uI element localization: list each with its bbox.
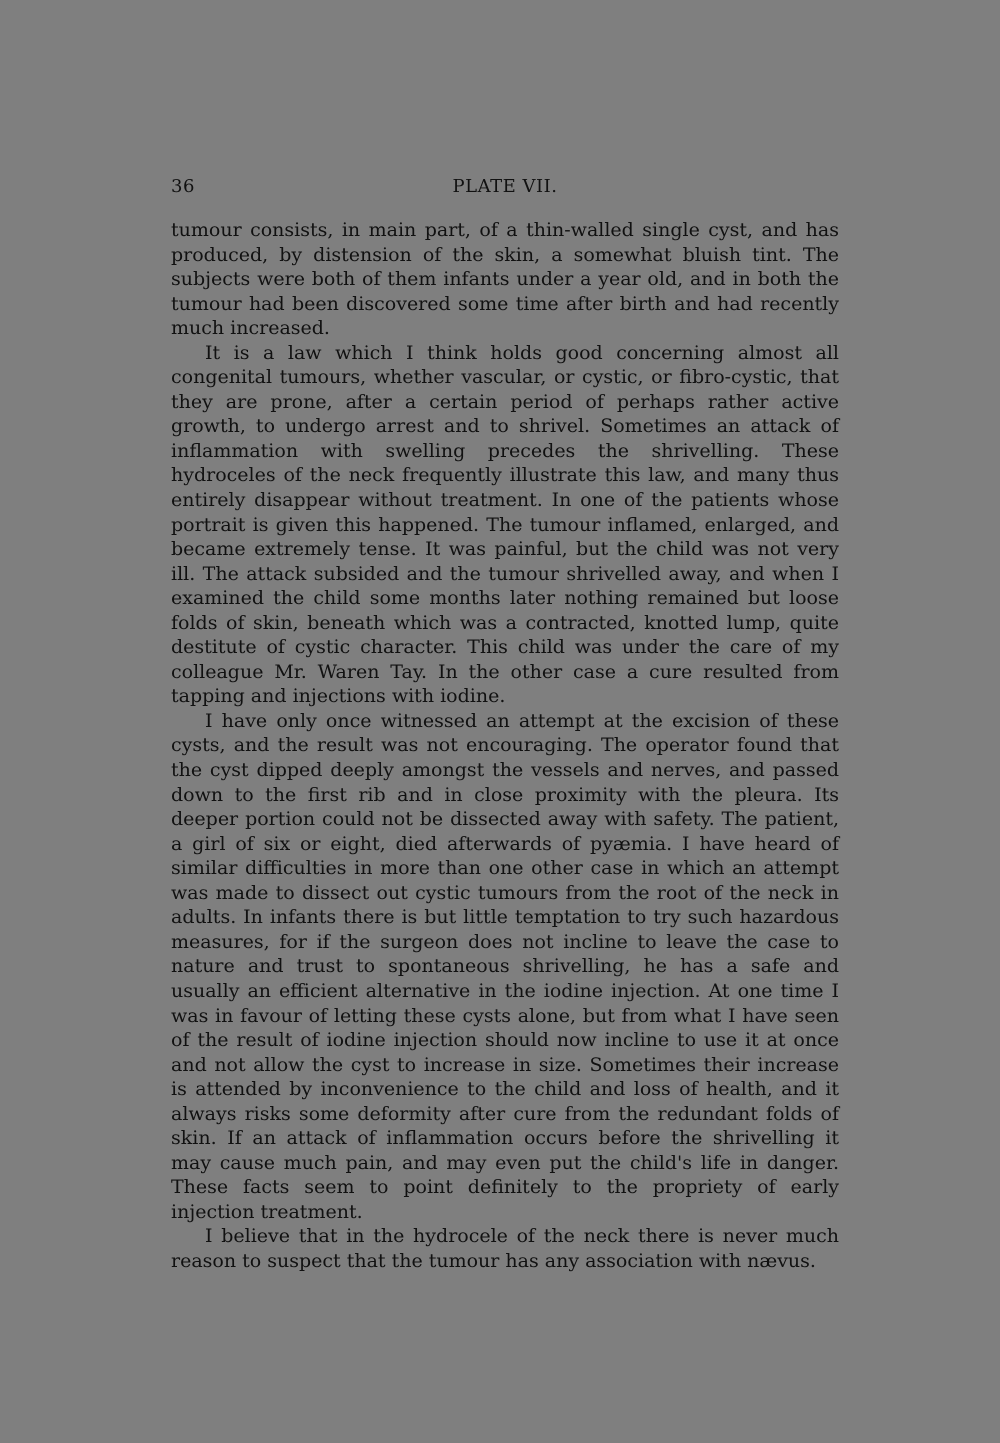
- paragraph-congenital-tumours-law: It is a law which I think holds good concerning almost all congenital tumours, whether vascular, or cystic, or fibro-cystic, that they are prone, after a certain period of perhaps rather active growth, to undergo arrest and to shrivel. Sometimes an attack of inflammation with swelling precedes the shrivelling. These hydroceles of the neck frequently illustrate this law, and many thus entirely disappear without treatment. In one of the patients whose portrait is given this happened. The tumour inflamed, enlarged, and became extremely tense. It was painful, but the child was not very ill. The attack subsided and the tumour shrivelled away, and when I examined the child some months later nothing remained but loose folds of skin, beneath which was a contracted, knotted lump, quite destitute of cystic character. This child was under the care of my colleague Mr. Waren Tay. In the other case a cure resulted from tapping and injections with iodine.: [171, 341, 839, 708]
- running-head: PLATE VII.: [452, 176, 558, 197]
- page-number: 36: [171, 176, 195, 197]
- page-header: [171, 176, 839, 200]
- body-text: [171, 218, 839, 1274]
- paragraph-continuation: tumour consists, in main part, of a thin-walled single cyst, and has produced, by distension of the skin, a somewhat bluish tint. The subjects were both of them infants under a year old, and in both the tumour had been discovered some time after birth and had recently much increased.: [171, 219, 839, 340]
- paragraph-naevus-association: I believe that in the hydrocele of the neck there is never much reason to suspect that the tumour has any association with nævus.: [171, 1225, 839, 1272]
- paragraph-excision-attempt: I have only once witnessed an attempt at the excision of these cysts, and the result was not encouraging. The operator found that the cyst dipped deeply amongst the vessels and nerves, and passed down to the first rib and in close proximity with the pleura. Its deeper portion could not be dissected away with safety. The patient, a girl of six or eight, died afterwards of pyæmia. I have heard of similar difficulties in more than one other case in which an attempt was made to dissect out cystic tumours from the root of the neck in adults. In infants there is but little temptation to try such hazardous measures, for if the surgeon does not incline to leave the case to nature and trust to spontaneous shrivelling, he has a safe and usually an efficient alternative in the iodine injection. At one time I was in favour of letting these cysts alone, but from what I have seen of the result of iodine injection should now incline to use it at once and not allow the cyst to increase in size. Sometimes their increase is attended by inconvenience to the child and loss of health, and it always risks some deformity after cure from the redundant folds of skin. If an attack of inflammation occurs before the shrivelling it may cause much pain, and may even put the child's life in danger. These facts seem to point definitely to the propriety of early injection treatment.: [171, 709, 839, 1223]
